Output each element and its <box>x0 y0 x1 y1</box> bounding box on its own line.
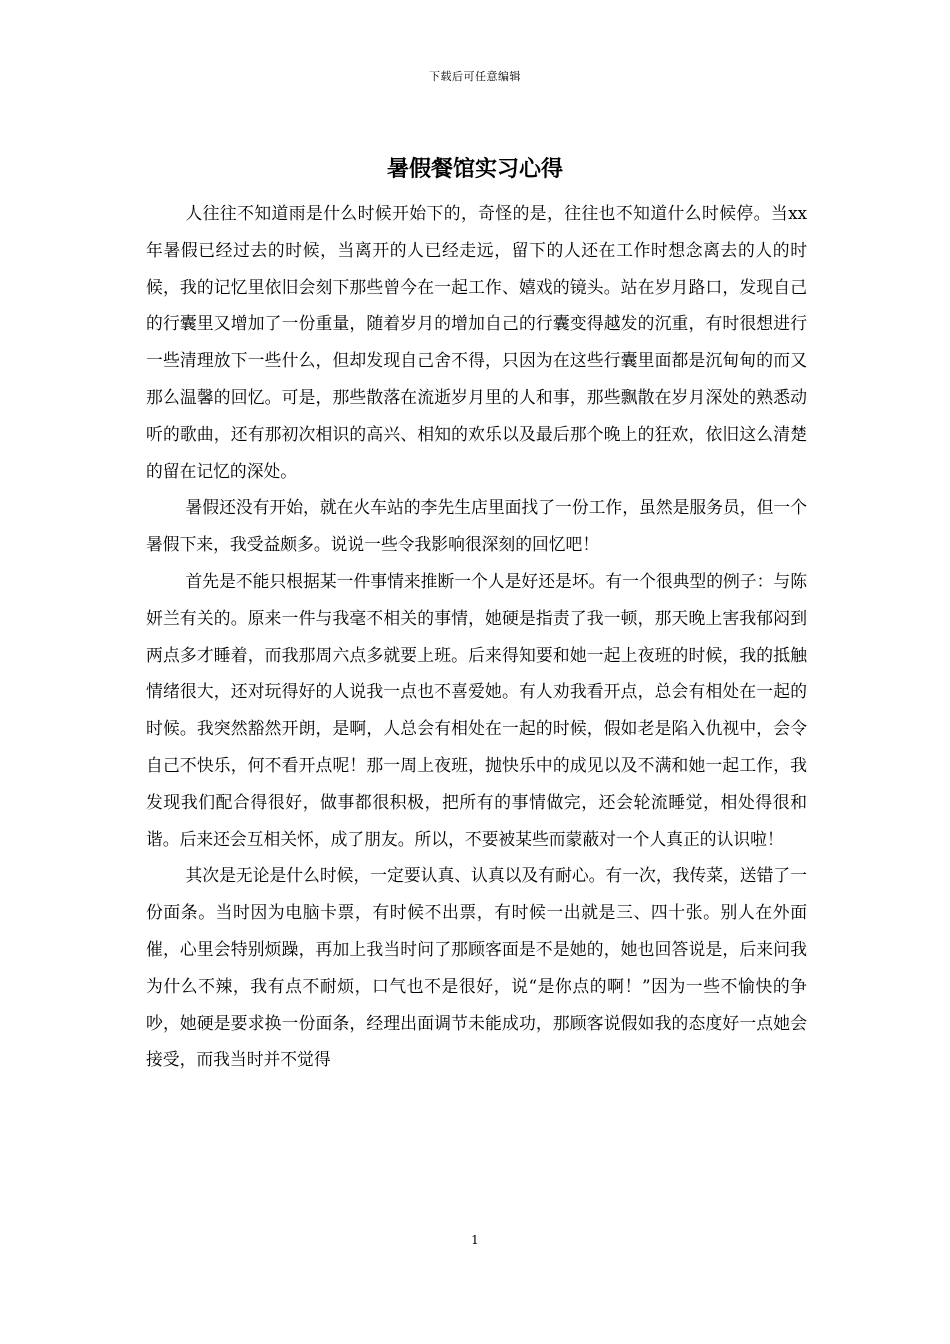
document-body <box>146 195 807 1078</box>
paragraph-2: 暑假还没有开始，就在火车站的李先生店里面找了一份工作，虽然是服务员，但一个暑假下来，我受益颇多。说说一些令我影响很深刻的回忆吧！ <box>146 497 807 555</box>
paragraph-1: 人往往不知道雨是什么时候开始下的，奇怪的是，往往也不知道什么时候停。当xx年暑假已经过去的时候，当离开的人已经走远，留下的人还在工作时想念离去的人的时候，我的记忆里依旧会刻下那些曾今在一起工作、嬉戏的镜头。站在岁月路口，发现自己的行囊里又增加了一份重量，随着岁月的增加自己的行囊变得越发的沉重，有时很想进行一些清理放下一些什么，但却发现自己舍不得，只因为在这些行囊里面都是沉甸甸的而又那么温馨的回忆。可是，那些散落在流逝岁月里的人和事，那些飘散在岁月深处的熟悉动听的歌曲，还有那初次相识的高兴、相知的欢乐以及最后那个晚上的狂欢，依旧这么清楚的留在记忆的深处。 <box>146 203 807 481</box>
paragraph-4: 其次是无论是什么时候，一定要认真、认真以及有耐心。有一次，我传菜，送错了一份面条。当时因为电脑卡票，有时候不出票，有时候一出就是三、四十张。别人在外面催，心里会特别烦躁，再加上我当时问了那顾客面是不是她的，她也回答说是，后来问我为什么不辣，我有点不耐烦，口气也不是很好，说“是你点的啊！”因为一些不愉快的争吵，她硬是要求换一份面条，经理出面调节未能成功，那顾客说假如我的态度好一点她会接受，而我当时并不觉得 <box>146 865 807 1070</box>
document-title: 暑假餐馆实习心得 <box>386 156 563 182</box>
page-number: 1 <box>471 1233 479 1247</box>
header-note: 下载后可任意编辑 <box>429 70 521 83</box>
paragraph-3: 首先是不能只根据某一件事情来推断一个人是好还是坏。有一个很典型的例子：与陈妍兰有关的。原来一件与我毫不相关的事情，她硬是指责了我一顿，那天晚上害我郁闷到两点多才睡着，而我那周六点多就要上班。后来得知要和她一起上夜班的时候，我的抵触情绪很大，还对玩得好的人说我一点也不喜爱她。有人劝我看开点，总会有相处在一起的时候。我突然豁然开朗，是啊，人总会有相处在一起的时候，假如老是陷入仇视中，会令自己不快乐，何不看开点呢！那一周上夜班，抛快乐中的成见以及不满和她一起工作，我发现我们配合得很好，做事都很积极，把所有的事情做完，还会轮流睡觉，相处得很和谐。后来还会互相关怀，成了朋友。所以，不要被某些而蒙蔽对一个人真正的认识啦！ <box>146 570 807 849</box>
